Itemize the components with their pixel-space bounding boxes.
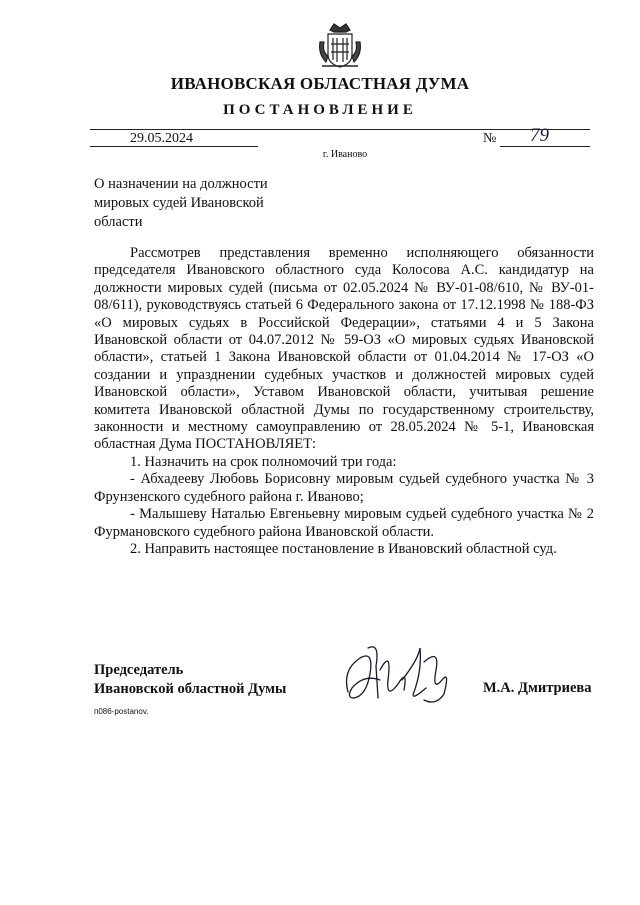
- document-date: 29.05.2024: [130, 131, 193, 146]
- document-body: [94, 245, 594, 558]
- number-underline: [500, 146, 590, 147]
- subject-line: мировых судей Ивановской: [94, 195, 264, 211]
- number-label: №: [483, 131, 497, 146]
- coat-of-arms-icon: [316, 20, 364, 70]
- signatory-title: [94, 661, 286, 699]
- resolution-item: 1. Назначить на срок полномочий три года:: [130, 453, 397, 470]
- subject-line: области: [94, 214, 143, 230]
- signatory-title-line: Ивановской областной Думы: [94, 681, 287, 697]
- header-divider: [90, 129, 590, 130]
- signatory-name: М.А. Дмитриева: [483, 680, 592, 696]
- resolution-item: - Абхадееву Любовь Борисовну мировым судьей судебного участка № 3 Фрунзенского судебного района г. Иваново;: [94, 471, 594, 505]
- handwritten-signature-icon: [340, 640, 460, 710]
- resolution-item: - Малышеву Наталью Евгеньевну мировым судьей судебного участка № 2 Фурмановского судебного района Ивановской области.: [94, 506, 594, 540]
- signatory-title-line: Председатель: [94, 662, 184, 678]
- document-type: ПОСТАНОВЛЕНИЕ: [223, 102, 417, 118]
- city: г. Иваново: [322, 149, 368, 160]
- file-name: п086-postanov.: [94, 707, 149, 716]
- document-number: 79: [530, 125, 549, 146]
- document-subject: [94, 175, 294, 232]
- resolution-item: 2. Направить настоящее постановление в Ивановский областной суд.: [130, 540, 557, 557]
- date-underline: [90, 146, 258, 147]
- preamble: Рассмотрев представления временно исполняющего обязанности председателя Ивановского областного суда Колосова А.С. кандидатур на должности мировых судей (письма от 02.05.2024 № ВУ-01-08/610, № ВУ-01-08/611), руководствуясь статьей 6 Федерального закона от 17.12.1998 № 188-ФЗ «О мировых судьях в Российской Федерации», статьями 4 и 5 Закона Ивановской области от 04.07.2012 № 59-ОЗ «О мировых судьях Ивановской области», статьей 1 Закона Ивановской области от 01.04.2014 № 17-ОЗ «О создании и упразднении судебных участков и должностей мировых судей Ивановской области», Уставом Ивановской области, учитывая решение комитета Ивановской областной Думы по государственному строительству, законности и местному самоуправлению от 28.05.2024 № 5-1, Ивановская областная Дума ПОСТАНОВЛЯЕТ:: [94, 245, 594, 453]
- organization-name: ИВАНОВСКАЯ ОБЛАСТНАЯ ДУМА: [170, 74, 470, 93]
- subject-line: О назначении на должности: [94, 176, 268, 192]
